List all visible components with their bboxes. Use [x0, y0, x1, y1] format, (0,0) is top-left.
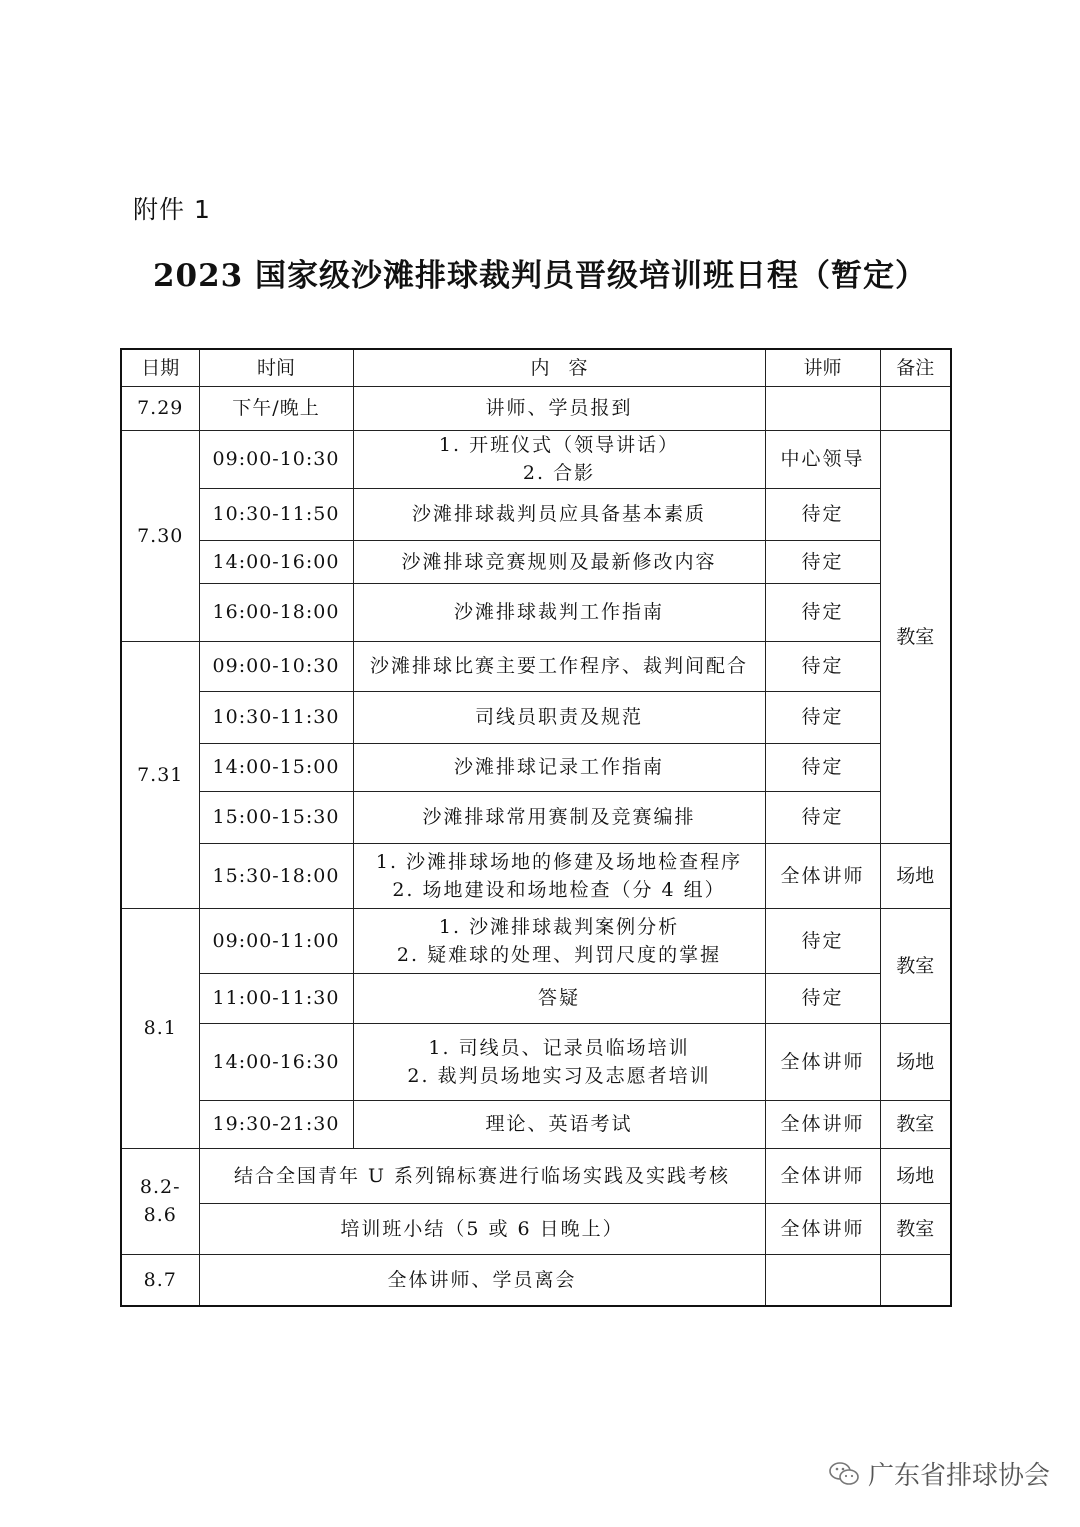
- time-cell: 14:00-16:00: [199, 540, 353, 583]
- note-cell: 教室: [880, 1203, 951, 1254]
- date-cell: 8.1: [121, 908, 199, 1148]
- content-cell: 培训班小结（5 或 6 日晚上）: [199, 1203, 765, 1254]
- content-cell: 结合全国青年 U 系列锦标赛进行临场实践及实践考核: [199, 1148, 765, 1203]
- time-cell: 下午/晚上: [199, 386, 353, 430]
- content-line: 2. 合影: [522, 462, 596, 484]
- time-cell: 09:00-11:00: [199, 908, 353, 973]
- table-row: [121, 1100, 951, 1148]
- table-row: [121, 1023, 951, 1100]
- time-cell: 16:00-18:00: [199, 583, 353, 641]
- watermark: [828, 1455, 1050, 1492]
- table-row: [121, 791, 951, 843]
- table-row: [121, 973, 951, 1023]
- table-row: [121, 641, 951, 691]
- time-cell: 09:00-10:30: [199, 641, 353, 691]
- content-line: 2. 场地建设和场地检查（分 4 组）: [392, 878, 726, 901]
- content-line: 1. 司线员、记录员临场培训: [428, 1036, 690, 1059]
- table-row: [121, 1254, 951, 1306]
- date-line: 8.2-: [139, 1176, 181, 1198]
- page-title: 2023 国家级沙滩排球裁判员晋级培训班日程（暂定）: [152, 258, 928, 294]
- header-content: 内 容: [353, 349, 765, 386]
- lecturer-cell: 待定: [765, 488, 880, 540]
- table-row: [121, 1203, 951, 1254]
- note-cell: [880, 386, 951, 430]
- content-cell: 讲师、学员报到: [353, 386, 765, 430]
- table-row: [121, 843, 951, 908]
- lecturer-cell: 待定: [765, 691, 880, 743]
- content-cell: 沙滩排球裁判员应具备基本素质: [353, 488, 765, 540]
- lecturer-cell: 全体讲师: [765, 1023, 880, 1100]
- table-row: [121, 488, 951, 540]
- lecturer-cell: 待定: [765, 583, 880, 641]
- content-cell: 沙滩排球记录工作指南: [353, 743, 765, 791]
- content-cell: 沙滩排球裁判工作指南: [353, 583, 765, 641]
- content-cell: 沙滩排球常用赛制及竞赛编排: [353, 791, 765, 843]
- note-cell: 场地: [880, 1148, 951, 1203]
- header-time: 时间: [199, 349, 353, 386]
- lecturer-cell: [765, 1254, 880, 1306]
- table-row: [121, 691, 951, 743]
- lecturer-cell: 待定: [765, 743, 880, 791]
- note-cell: 教室: [880, 1100, 951, 1148]
- attachment-label: 附件 1: [133, 195, 211, 224]
- time-cell: 14:00-16:30: [199, 1023, 353, 1100]
- time-cell: 10:30-11:30: [199, 691, 353, 743]
- time-cell: 19:30-21:30: [199, 1100, 353, 1148]
- time-cell: 11:00-11:30: [199, 973, 353, 1023]
- table-row: [121, 540, 951, 583]
- content-line: 1. 沙滩排球裁判案例分析: [438, 915, 680, 938]
- header-date: 日期: [121, 349, 199, 386]
- note-cell: [880, 1254, 951, 1306]
- date-cell: 7.29: [121, 386, 199, 430]
- lecturer-cell: 中心领导: [765, 430, 880, 488]
- header-lecturer: 讲师: [765, 349, 880, 386]
- time-cell: 15:00-15:30: [199, 791, 353, 843]
- content-cell: 沙滩排球比赛主要工作程序、裁判间配合: [353, 641, 765, 691]
- date-cell: 8.7: [121, 1254, 199, 1306]
- lecturer-cell: 待定: [765, 641, 880, 691]
- time-cell: 15:30-18:00: [199, 843, 353, 908]
- note-cell: 教室: [880, 430, 951, 843]
- time-cell: 09:00-10:30: [199, 430, 353, 488]
- date-line: 8.6: [143, 1204, 177, 1226]
- lecturer-cell: 全体讲师: [765, 1148, 880, 1203]
- watermark-text: 广东省排球协会: [867, 1461, 1050, 1491]
- lecturer-cell: 待定: [765, 973, 880, 1023]
- content-cell: 全体讲师、学员离会: [199, 1254, 765, 1306]
- note-cell: 教室: [880, 908, 951, 1023]
- schedule-table: [120, 348, 952, 1307]
- table-row: [121, 583, 951, 641]
- lecturer-cell: 待定: [765, 791, 880, 843]
- content-cell: [353, 1023, 765, 1100]
- content-cell: [353, 430, 765, 488]
- table-row: [121, 743, 951, 791]
- content-line: 1. 沙滩排球场地的修建及场地检查程序: [375, 850, 743, 873]
- date-cell: 7.31: [121, 641, 199, 908]
- lecturer-cell: 待定: [765, 908, 880, 973]
- lecturer-cell: 全体讲师: [765, 1203, 880, 1254]
- note-cell: 场地: [880, 843, 951, 908]
- date-cell: 7.30: [121, 430, 199, 641]
- lecturer-cell: 全体讲师: [765, 1100, 880, 1148]
- table-row: [121, 430, 951, 488]
- wechat-icon: [828, 1460, 860, 1488]
- content-cell: 答疑: [353, 973, 765, 1023]
- date-cell: [121, 1148, 199, 1254]
- lecturer-cell: [765, 386, 880, 430]
- header-note: 备注: [880, 349, 951, 386]
- table-row: [121, 386, 951, 430]
- content-line: 2. 裁判员场地实习及志愿者培训: [407, 1064, 711, 1087]
- table-header-row: [121, 349, 951, 386]
- note-cell: 场地: [880, 1023, 951, 1100]
- content-line: 2. 疑难球的处理、判罚尺度的掌握: [396, 943, 722, 966]
- content-cell: [353, 908, 765, 973]
- content-cell: 司线员职责及规范: [353, 691, 765, 743]
- table-row: [121, 908, 951, 973]
- time-cell: 10:30-11:50: [199, 488, 353, 540]
- content-cell: [353, 843, 765, 908]
- table-row: [121, 1148, 951, 1203]
- lecturer-cell: 待定: [765, 540, 880, 583]
- lecturer-cell: 全体讲师: [765, 843, 880, 908]
- content-cell: 沙滩排球竞赛规则及最新修改内容: [353, 540, 765, 583]
- content-cell: 理论、英语考试: [353, 1100, 765, 1148]
- time-cell: 14:00-15:00: [199, 743, 353, 791]
- content-line: 1. 开班仪式（领导讲话）: [438, 434, 680, 456]
